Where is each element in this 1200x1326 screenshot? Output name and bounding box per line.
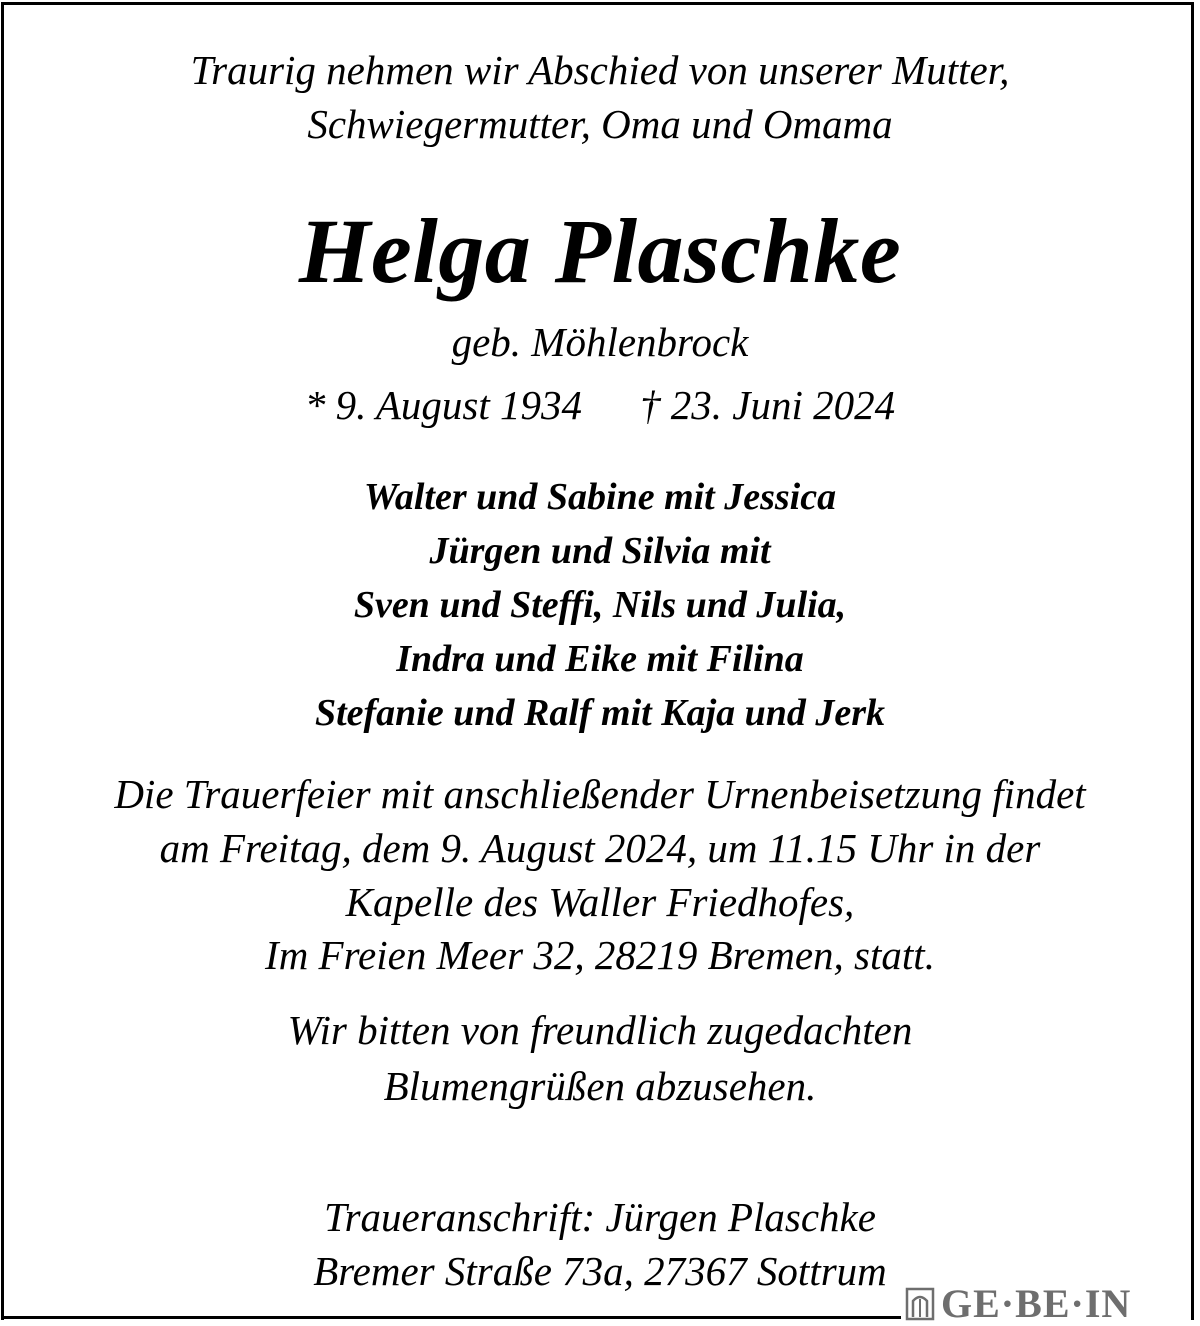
address-line-2: Bremer Straße 73a, 27367 Sottrum [313, 1248, 887, 1294]
death-date: † 23. Juni 2024 [640, 382, 896, 428]
ceremony-line-3: Kapelle des Waller Friedhofes, [345, 879, 855, 925]
bottom-rule [1, 1316, 901, 1319]
family-line-4: Indra und Eike mit Filina [396, 638, 804, 680]
family-line-3: Sven und Steffi, Nils und Julia, [353, 584, 847, 626]
ceremony-line-1: Die Trauerfeier mit anschließender Urnenbeisetzung findet [114, 771, 1086, 817]
gebein-logo-text: GE·BE·IN [941, 1281, 1132, 1326]
ceremony-line-2: am Freitag, dem 9. August 2024, um 11.15 Uhr in der [159, 825, 1041, 871]
flowers-line-1: Wir bitten von freundlich zugedachten [287, 1007, 913, 1053]
family-line-1: Walter und Sabine mit Jessica [363, 476, 837, 518]
ceremony-line-4: Im Freien Meer 32, 28219 Bremen, statt. [265, 932, 935, 978]
address-line-1: Traueranschrift: Jürgen Plaschke [324, 1194, 876, 1240]
life-dates [0, 382, 1200, 428]
gebein-logo [905, 1281, 1132, 1326]
family-line-5: Stefanie und Ralf mit Kaja und Jerk [314, 692, 886, 734]
intro-line-1: Traurig nehmen wir Abschied von unserer Mutter, [190, 47, 1010, 93]
flowers-line-2: Blumengrüßen abzusehen. [383, 1063, 817, 1109]
gebein-mark-icon [905, 1287, 935, 1321]
birth-date: * 9. August 1934 [304, 382, 583, 428]
deceased-name: Helga Plaschke [298, 200, 902, 302]
intro-line-2: Schwiegermutter, Oma und Omama [307, 101, 893, 147]
family-line-2: Jürgen und Silvia mit [429, 530, 771, 572]
maiden-name: geb. Möhlenbrock [451, 319, 749, 365]
